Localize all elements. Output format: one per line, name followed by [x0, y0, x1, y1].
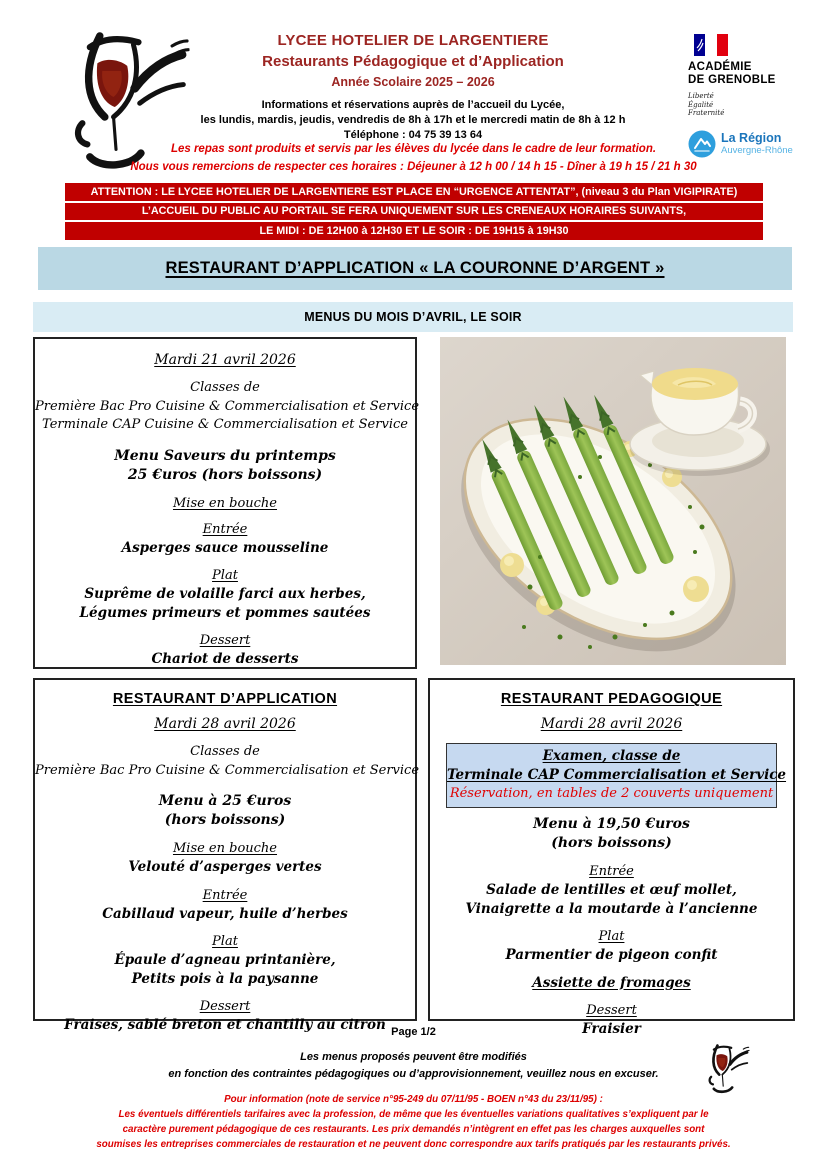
menu-price: (hors boissons) — [164, 812, 286, 828]
classes-label: Classes de — [190, 744, 260, 759]
course-label: Mise en bouche — [172, 841, 278, 856]
legal-line-4: soumises les entreprises commerciales de restauration et ne peuvent donc correspondre aux tarifs pratiqués par les restaurants privés. — [96, 1139, 731, 1150]
course-label: Entrée — [202, 887, 248, 903]
class-line: Terminale CAP Cuisine & Commercialisation et Service — [42, 417, 408, 432]
french-flag-icon — [694, 34, 728, 56]
motto-fraternite: Fraternité — [688, 109, 725, 117]
menu-name: Menu à 19,50 €uros — [533, 816, 690, 832]
course-label: Dessert — [586, 1003, 637, 1018]
dish: Légumes primeurs et pommes sautées — [79, 604, 371, 621]
alert-line-2: L’ACCUEIL DU PUBLIC AU PORTAIL SE FERA UNIQUEMENT SUR LES CRENEAUX HORAIRES SUIVANTS, — [65, 203, 763, 221]
legal-information — [60, 1092, 767, 1152]
course-label: Plat — [212, 568, 238, 583]
info-line-1: Informations et réservations auprès de l’accueil du Lycée, — [261, 99, 565, 111]
exam-highlight-box — [446, 743, 787, 808]
alert-line-3: LE MIDI : DE 12H00 à 12H30 ET LE SOIR : DE 19H15 à 19H30 — [65, 222, 763, 240]
institution-logos — [688, 34, 818, 158]
dish: Salade de lentilles et œuf mollet, — [486, 882, 737, 898]
note-line-2: en fonction des contraintes pédagogiques ou d’approvisionnement, veuillez nous en excuser. — [168, 1068, 659, 1080]
notice-line-1: Les repas sont produits et servis par les élèves du lycée dans le cadre de leur formation. — [170, 143, 657, 155]
legal-line-1: Pour information (note de service n°95-249 du 07/11/95 - BOEN n°43 du 23/11/95) : — [224, 1094, 603, 1105]
class-line: Première Bac Pro Cuisine & Commercialisation et Service — [35, 398, 420, 414]
republic-motto — [688, 92, 818, 118]
info-line-2: les lundis, mardis, jeudis, vendredis de 8h à 17h et le mercredi matin de 8h à 12 h — [200, 114, 626, 126]
legal-line-3: caractère purement pédagogique de ces restaurants. Les prix demandés n’intègrent en effet pas les charges auxquelles sont — [122, 1124, 705, 1135]
motto-egalite: Égalité — [688, 100, 714, 109]
menu-price: 25 €uros (hors boissons) — [127, 466, 323, 483]
dish: Cabillaud vapeur, huile d’herbes — [102, 905, 348, 922]
header-subtitle: Restaurants Pédagogique et d’Application — [262, 53, 564, 70]
alert-line-1: ATTENTION : LE LYCEE HOTELIER DE LARGENTIERE EST PLACE EN “URGENCE ATTENTAT”, (niveau 3 du Plan VIGIPIRATE) — [65, 183, 763, 201]
dish: Fraisier — [582, 1021, 641, 1037]
dish: Fraises, sablé breton et chantilly au citron — [64, 1017, 386, 1033]
course-label: Dessert — [199, 999, 251, 1014]
dish: Épaule d’agneau printanière, — [114, 952, 336, 968]
academy-line-1: ACADÉMIE — [688, 61, 752, 73]
academy-name — [688, 61, 818, 87]
region-subname: Auvergne-Rhône — [721, 144, 793, 156]
course-label: Entrée — [202, 521, 248, 537]
menu-name: Menu à 25 €uros — [158, 793, 292, 809]
menu-date: Mardi 28 avril 2026 — [540, 716, 683, 732]
course-label: Plat — [598, 929, 625, 944]
dish: Chariot de desserts — [151, 651, 299, 667]
month-menu-banner: MENUS DU MOIS D’AVRIL, LE SOIR — [33, 302, 793, 332]
notice-line-2: Nous vous remercions de respecter ces horaires : Déjeuner à 12 h 00 / 14 h 15 - Dîner à 19 h 15 / 21 h 30 — [130, 161, 697, 173]
restaurant-title: RESTAURANT PEDAGOGIQUE — [500, 691, 723, 707]
restaurant-title-banner: RESTAURANT D’APPLICATION « LA COURONNE D’ARGENT » — [38, 247, 792, 290]
dish: Parmentier de pigeon confit — [505, 947, 718, 963]
dish: Suprême de volaille farci aux herbes, — [84, 586, 366, 602]
course-label: Mise en bouche — [172, 495, 278, 511]
classes-label: Classes de — [190, 380, 260, 395]
class-line: Première Bac Pro Cuisine & Commercialisation et Service — [35, 762, 420, 778]
dish: Velouté d’asperges vertes — [128, 859, 322, 875]
header — [163, 32, 663, 143]
restaurant-title: RESTAURANT D’APPLICATION — [112, 691, 338, 707]
menu-date: Mardi 28 avril 2026 — [154, 716, 296, 732]
course-label: Dessert — [199, 633, 251, 648]
note-line-1: Les menus proposés peuvent être modifiés — [300, 1051, 527, 1063]
menu-name: Menu Saveurs du printemps — [114, 447, 336, 464]
dish: Petits pois à la paysanne — [131, 970, 319, 987]
page-number: Page 1/2 — [391, 1026, 436, 1038]
legal-line-2: Les éventuels différentiels tarifaires avec la profession, de même que les éventuelles variations qualitatives s’expliquent par le — [118, 1109, 709, 1120]
formation-notice — [0, 140, 827, 176]
menu-price: (hors boissons) — [551, 835, 672, 851]
phone-line: Téléphone : 04 75 39 13 64 — [343, 129, 483, 141]
menu-date: Mardi 21 avril 2026 — [154, 352, 296, 368]
dish: Vinaigrette a la moutarde à l’ancienne — [465, 900, 758, 917]
academy-line-2: DE GRENOBLE — [688, 74, 776, 86]
course-label: Entrée — [589, 864, 634, 879]
vigipirate-alert-banner — [65, 183, 763, 242]
menu-april-28-application — [33, 678, 420, 1033]
menu-april-28-pedagogique — [428, 678, 795, 1037]
exam-line: Examen, classe de — [542, 748, 681, 764]
cheese-course: Assiette de fromages — [532, 974, 691, 991]
reservation-note: Réservation, en tables de 2 couverts uniquement — [449, 786, 774, 801]
exam-line: Terminale CAP Commercialisation et Service — [447, 766, 787, 783]
school-year: Année Scolaire 2025 – 2026 — [331, 75, 495, 89]
course-label: Plat — [212, 934, 238, 949]
asparagus-dish-photo — [440, 337, 786, 665]
dish: Asperges sauce mousseline — [121, 539, 329, 556]
school-name: LYCEE HOTELIER DE LARGENTIERE — [277, 32, 549, 49]
motto-liberte: Liberté — [688, 92, 714, 100]
region-name: La Région — [721, 130, 782, 145]
menu-april-21 — [33, 337, 420, 669]
